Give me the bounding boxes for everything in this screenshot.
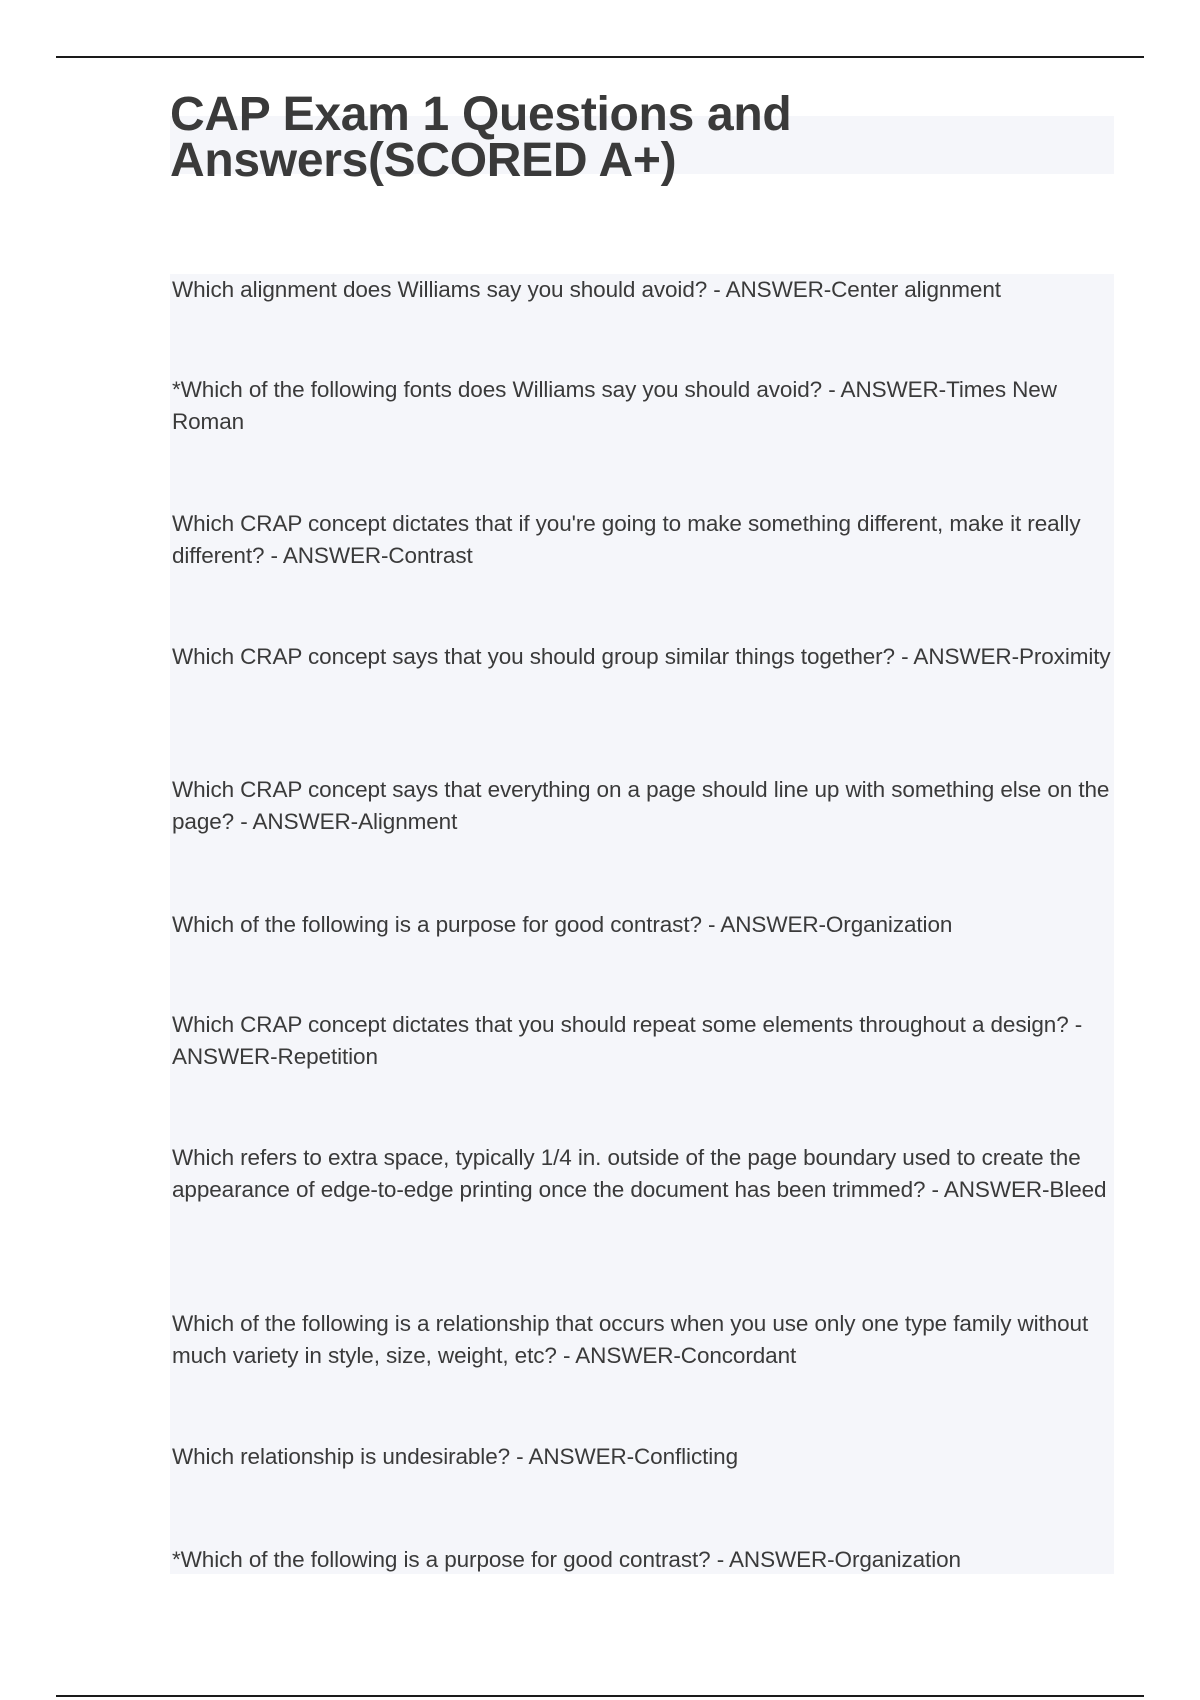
qa-item-2: *Which of the following fonts does Williams say you should avoid? - ANSWER-Times New Roman (172, 377, 1057, 434)
qa-item-4: Which CRAP concept says that you should group similar things together? - ANSWER-Proximity (172, 644, 1111, 669)
qa-item-8: Which refers to extra space, typically 1/4 in. outside of the page boundary used to create the appearance of edge-to-edge printing once the document has been trimmed? - ANSWER-Bleed (172, 1145, 1107, 1202)
qa-item-9: Which of the following is a relationship that occurs when you use only one type family without much variety in style, size, weight, etc? - ANSWER-Concordant (172, 1311, 1089, 1368)
document-title: CAP Exam 1 Questions and Answers(SCORED A+) (170, 88, 792, 187)
qa-item-3: Which CRAP concept dictates that if you're going to make something different, make it really different? - ANSWER-Contrast (172, 511, 1081, 568)
qa-item-10: Which relationship is undesirable? - ANSWER-Conflicting (172, 1444, 738, 1469)
qa-item-7: Which CRAP concept dictates that you should repeat some elements throughout a design? - ANSWER-Repetition (172, 1012, 1083, 1069)
bottom-rule (56, 1695, 1144, 1697)
qa-item-6: Which of the following is a purpose for good contrast? - ANSWER-Organization (172, 912, 953, 937)
qa-item-1: Which alignment does Williams say you should avoid? - ANSWER-Center alignment (172, 277, 1001, 302)
top-rule (56, 56, 1144, 58)
qa-item-5: Which CRAP concept says that everything on a page should line up with something else on the page? - ANSWER-Alignment (172, 777, 1110, 834)
qa-item-11: *Which of the following is a purpose for good contrast? - ANSWER-Organization (172, 1547, 961, 1572)
